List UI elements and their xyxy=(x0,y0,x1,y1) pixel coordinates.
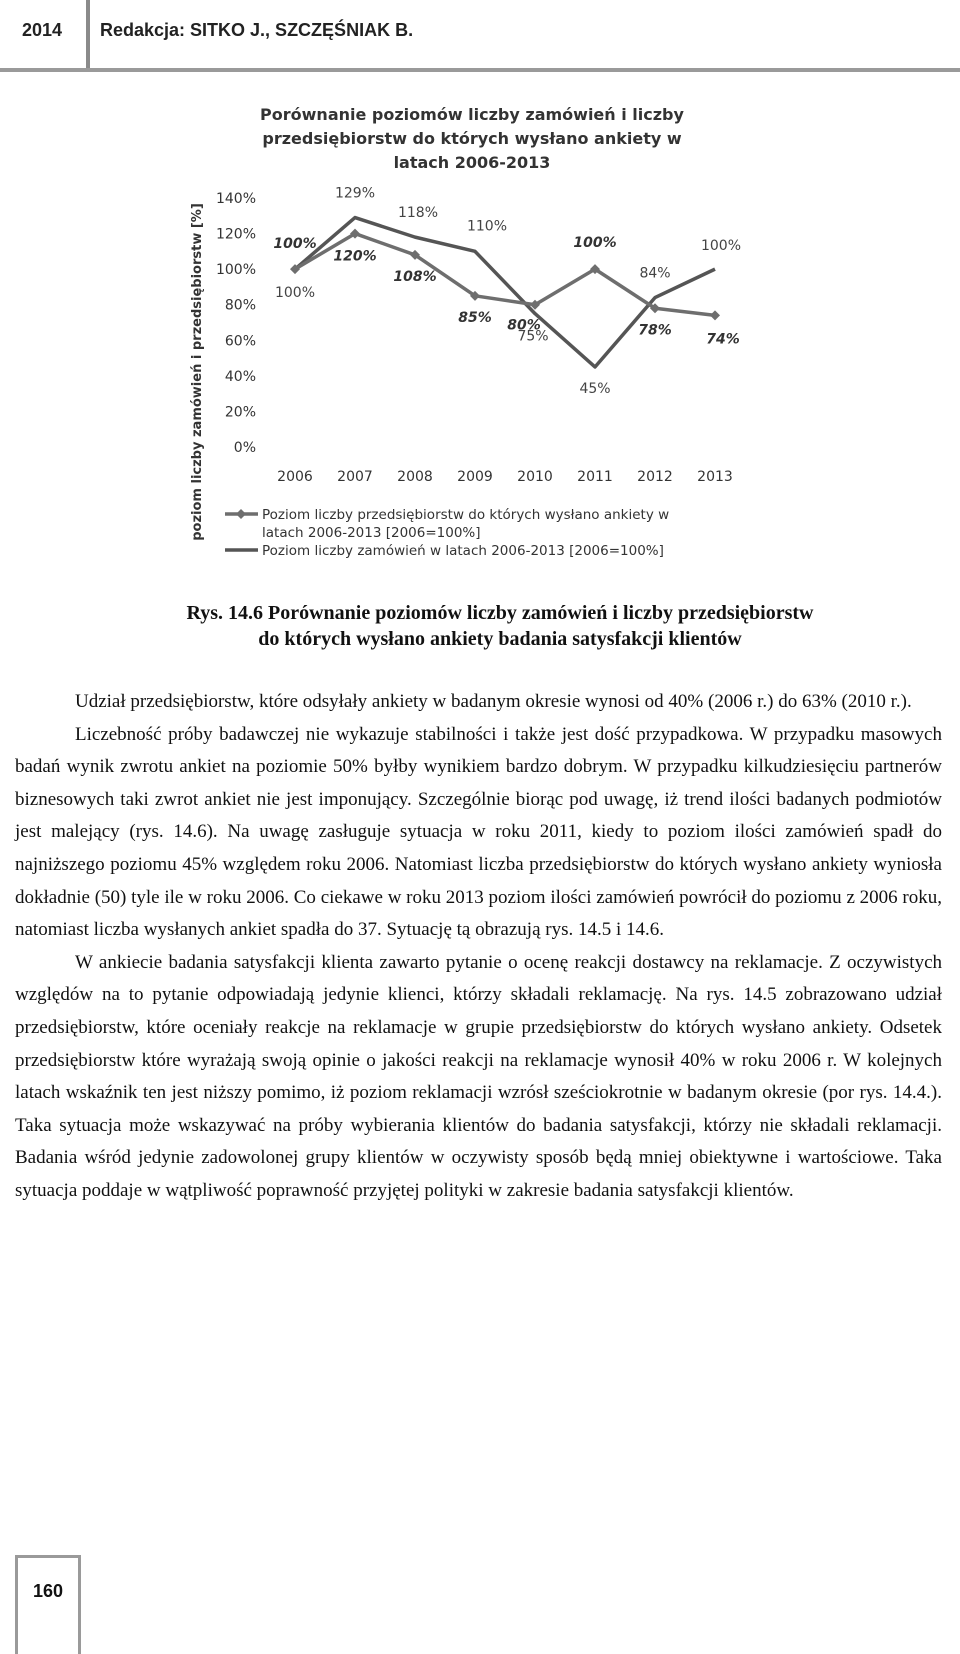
header-year: 2014 xyxy=(22,20,63,40)
x-tick-label: 2013 xyxy=(697,469,733,485)
figure-caption xyxy=(120,600,880,652)
y-tick-label: 120% xyxy=(215,226,256,243)
data-label-companies: 100% xyxy=(273,236,317,253)
paragraph-3: W ankiecie badania satysfakcji klienta zawarto pytanie o ocenę reakcji dostawcy na reklamacje. Z oczywistych względów na to pytanie odpowiadają jedynie klienci, którzy składali reklamację. Na rys. 14.5 zobrazowano udział przedsiębiorstw, które oceniały reakcje na reklamacje w grupie przedsiębiorstw do których wysłano ankiety. Odsetek przedsiębiorstw które wyrażają swoją opinie o jakości reakcji na reklamacje wynosił 40% w roku 2006 r. W kolejnych latach wskaźnik ten jest niższy pomimo, iż poziom reklamacji wzrósł sześciokrotnie w badanym okresie (por rys. 14.4.). Taka sytuacja może wskazywać na próby wybierania klientów do badania satysfakcji, którzy nie składali reklamacji. Badania wśród jedynie zadowolonej grupy klientów w oczywisty sposób będą mniej obiektywne i wartościowe. Taka sytuacja poddaje w wątpliwość poprawność przyjętej polityki w zakresie badania satysfakcji klientów. xyxy=(15,951,942,1201)
y-tick-label: 20% xyxy=(224,404,256,421)
legend-marker-companies xyxy=(236,509,246,519)
x-tick-label: 2007 xyxy=(337,469,373,485)
page-number: 160 xyxy=(32,1581,64,1601)
data-label-companies: 120% xyxy=(333,248,377,265)
header-editors: Redakcja: SITKO J., SZCZĘŚNIAK B. xyxy=(100,20,414,40)
y-tick-label: 0% xyxy=(233,440,256,456)
page-header xyxy=(0,0,960,70)
data-label-orders: 100% xyxy=(274,285,316,302)
data-label-orders: 110% xyxy=(466,218,508,235)
data-label-orders: 75% xyxy=(517,328,549,345)
header-rule xyxy=(0,68,960,72)
data-label-orders: 118% xyxy=(397,205,439,222)
y-tick-label: 60% xyxy=(224,333,256,350)
data-label-orders: 100% xyxy=(700,238,742,255)
y-tick-label: 140% xyxy=(215,191,256,207)
x-tick-label: 2010 xyxy=(517,469,553,485)
chart-title-line-3: latach 2006-2013 xyxy=(393,153,551,172)
chart-svg xyxy=(190,100,750,600)
legend-label-orders: Poziom liczby zamówień w latach 2006-2013 [2006=100%] xyxy=(262,543,664,559)
data-label-companies: 78% xyxy=(638,322,672,339)
data-label-companies: 100% xyxy=(573,235,617,252)
page-number-box xyxy=(15,1555,81,1654)
y-tick-label: 100% xyxy=(215,262,256,279)
x-tick-label: 2006 xyxy=(277,469,313,485)
data-label-orders: 45% xyxy=(579,380,611,397)
x-tick-label: 2011 xyxy=(577,469,613,485)
y-tick-label: 40% xyxy=(224,368,256,385)
data-label-companies: 85% xyxy=(458,309,492,326)
caption-line-1: Rys. 14.6 Porównanie poziomów liczby zamówień i liczby przedsiębiorstw xyxy=(186,602,814,624)
chart-title-line-1: Porównanie poziomów liczby zamówień i liczby xyxy=(260,105,684,124)
x-tick-label: 2008 xyxy=(397,469,433,485)
paragraph-2: Liczebność próby badawczej nie wykazuje stabilności i także jest dość przypadkowa. W przypadku masowych badań wynik zwrotu ankiet na poziomie 50% byłby wynikiem bardzo dobrym. W przypadku kilkudziesięciu partnerów biznesowych taki zwrot ankiet nie jest imponujący. Szczególnie biorąc pod uwagę, iż trend ilości badanych podmiotów jest malejący (rys. 14.6). Na uwagę zasługuje sytuacja w roku 2011, kiedy to poziom ilości zamówień spadł do najniższego poziomu 45% względem roku 2006. Natomiast liczba przedsiębiorstw do których wysłano ankiety wyniosła dokładnie (50) tyle ile w roku 2006. Co ciekawe w roku 2013 poziom ilości zamówień powrócił do poziomu z 2006 roku, natomiast liczba wysłanych ankiet spadła do 37. Sytuację tą obrazują rys. 14.5 i 14.6. xyxy=(15,723,942,941)
data-label-companies: 80% xyxy=(507,317,541,334)
y-tick-label: 80% xyxy=(224,297,256,314)
caption-line-2: do których wysłano ankiety badania satysfakcji klientów xyxy=(258,628,742,650)
data-label-orders: 84% xyxy=(639,265,671,282)
y-axis-label: poziom liczby zamówień i przedsiębiorstw [%] xyxy=(190,203,205,541)
legend-label-companies: latach 2006-2013 [2006=100%] xyxy=(262,525,481,541)
x-tick-label: 2012 xyxy=(637,469,673,485)
header-divider xyxy=(86,0,90,70)
data-label-orders: 129% xyxy=(334,185,376,202)
data-point-companies xyxy=(710,310,720,320)
body-text xyxy=(15,686,942,1208)
data-label-companies: 108% xyxy=(393,268,437,285)
legend-label-companies: Poziom liczby przedsiębiorstw do których wysłano ankiety w xyxy=(262,507,670,523)
data-label-companies: 74% xyxy=(706,331,740,348)
paragraph-1: Udział przedsiębiorstw, które odsyłały ankiety w badanym okresie wynosi od 40% (2006 r.) do 63% (2010 r.). xyxy=(75,691,912,712)
x-tick-label: 2009 xyxy=(457,469,493,485)
series-line-orders xyxy=(295,218,715,367)
chart-title-line-2: przedsiębiorstw do których wysłano ankiety w xyxy=(262,129,682,148)
line-chart xyxy=(190,100,750,600)
